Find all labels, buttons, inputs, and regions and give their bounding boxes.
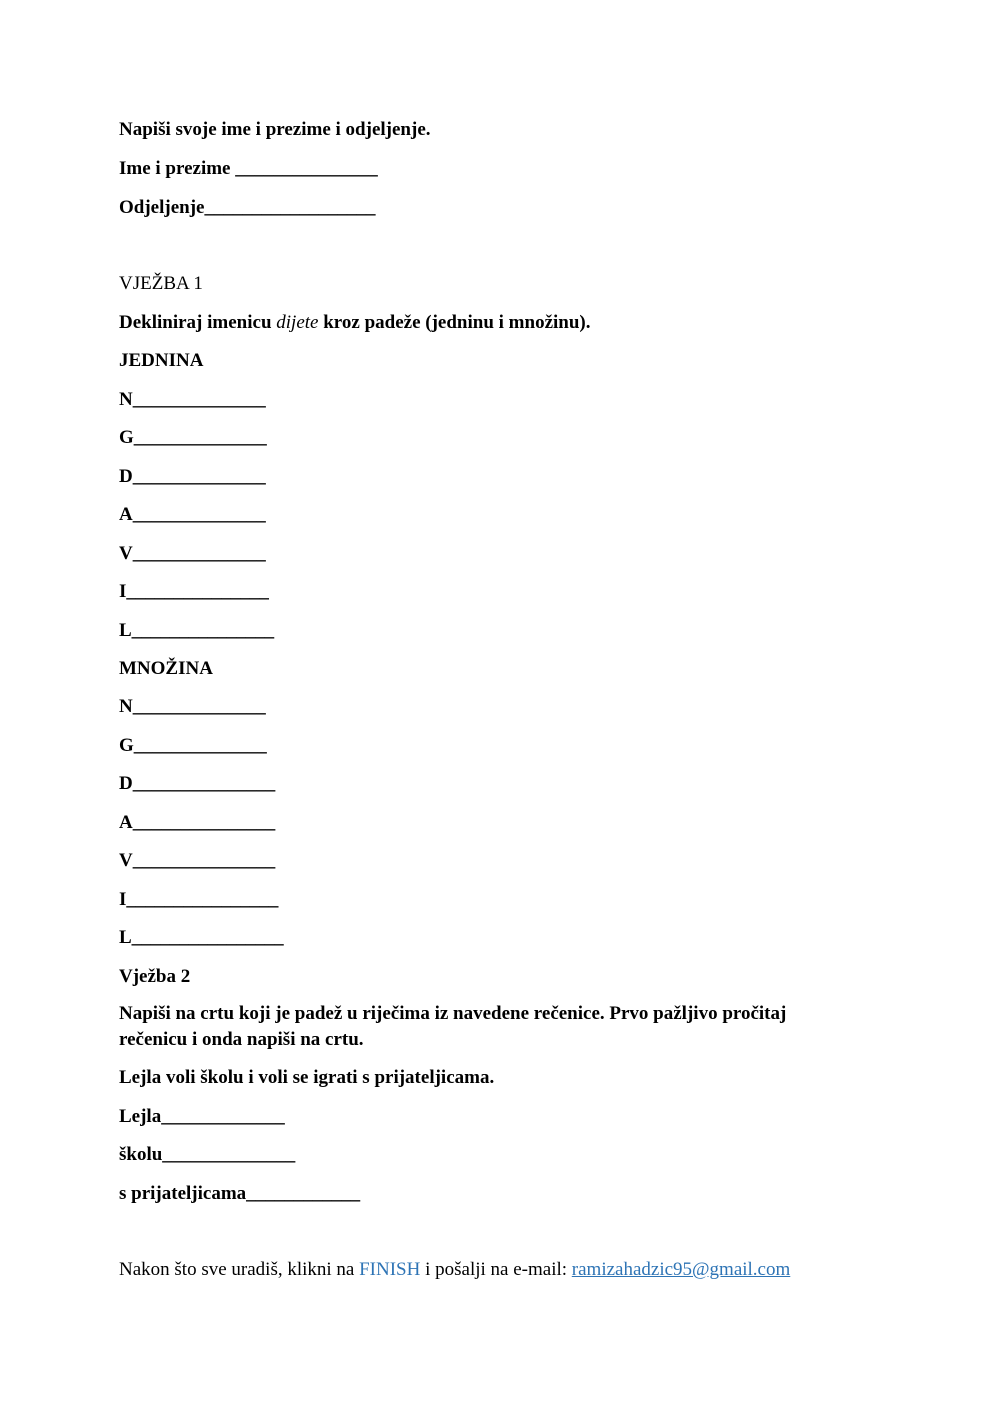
intro-instruction: Napiši svoje ime i prezime i odjeljenje. — [119, 119, 431, 140]
singular-heading: JEDNINA — [119, 350, 204, 371]
finish-label: FINISH — [359, 1259, 421, 1280]
singular-case-d[interactable]: D______________ — [119, 466, 266, 487]
singular-case-g[interactable]: G______________ — [119, 427, 267, 448]
plural-case-a[interactable]: A_______________ — [119, 812, 276, 833]
singular-case-v[interactable]: V______________ — [119, 543, 266, 564]
plural-case-d[interactable]: D_______________ — [119, 773, 276, 794]
name-field[interactable]: Ime i prezime _______________ — [119, 158, 378, 179]
exercise1-task-before: Dekliniraj imenicu — [119, 312, 277, 333]
plural-case-l[interactable]: L________________ — [119, 927, 284, 948]
plural-heading: MNOŽINA — [119, 658, 213, 679]
singular-case-i[interactable]: I_______________ — [119, 581, 269, 602]
class-field[interactable]: Odjeljenje__________________ — [119, 197, 376, 218]
exercise1-task-word: dijete — [276, 312, 319, 333]
exercise2-task: Napiši na crtu koji je padež u riječima iz navedene rečenice. Prvo pažljivo pročitaj rečenicu i onda napiši na crtu. — [119, 1003, 787, 1050]
exercise1-task-after: kroz padeže (jedninu i množinu). — [318, 312, 591, 333]
footer-text-middle: i pošalji na e-mail: — [420, 1259, 572, 1280]
exercise2-sentence: Lejla voli školu i voli se igrati s prijateljicama. — [119, 1067, 495, 1088]
plural-case-g[interactable]: G______________ — [119, 735, 267, 756]
plural-case-n[interactable]: N______________ — [119, 696, 266, 717]
singular-case-n[interactable]: N______________ — [119, 389, 266, 410]
exercise2-title: Vježba 2 — [119, 966, 191, 987]
word-lejla-field[interactable]: Lejla_____________ — [119, 1106, 285, 1127]
singular-case-a[interactable]: A______________ — [119, 504, 266, 525]
footer-text-before: Nakon što sve uradiš, klikni na — [119, 1259, 360, 1280]
footer-instruction — [119, 1257, 790, 1283]
word-prijateljicama-field[interactable]: s prijateljicama____________ — [119, 1183, 361, 1204]
singular-case-l[interactable]: L_______________ — [119, 620, 275, 641]
plural-case-i[interactable]: I________________ — [119, 889, 279, 910]
exercise1-title: VJEŽBA 1 — [119, 273, 203, 294]
email-link[interactable]: ramizahadzic95@gmail.com — [571, 1259, 791, 1280]
plural-case-v[interactable]: V_______________ — [119, 850, 276, 871]
exercise1-task — [119, 310, 591, 336]
word-skolu-field[interactable]: školu______________ — [119, 1144, 296, 1165]
